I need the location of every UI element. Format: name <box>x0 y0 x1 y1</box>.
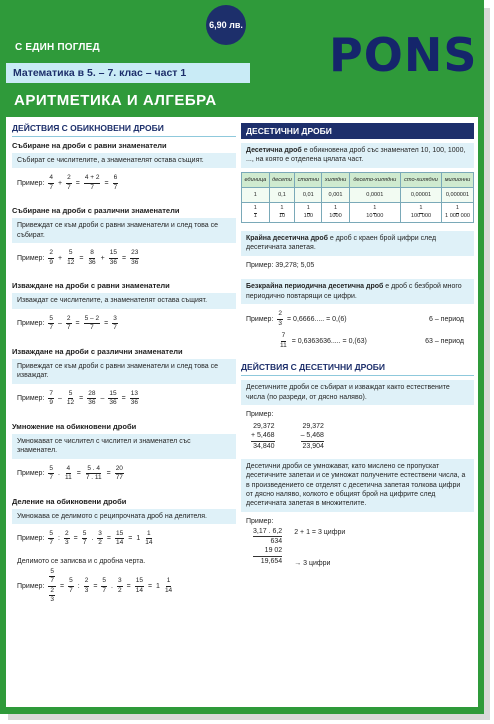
subtraction-column: 29,372 – 5,468 23,904 <box>300 423 324 450</box>
example-row: Пример: $\frac{7}{9}$ – $\frac{5}{12}$ = $\frac{28}{36}$ – $\frac{15}{36}$ = $\frac{13}{36}$ <box>17 389 138 407</box>
subsection-title: Деление на обикновени дроби <box>12 496 127 506</box>
table-row: $\frac{1}{1}$ $\frac{1}{10}$ $\frac{1}{100}$ $\frac{1}{1000}$ $\frac{1}{10 000}$ $\frac{1}{100 000}$ $\frac{1}{1 000 000}$ <box>242 202 474 222</box>
multiplication-column: 3,17 . 6,2 634 19 02 19,654 <box>253 528 283 565</box>
example-row: Пример: $\frac{4}{7}$ + $\frac{2}{7}$ = $\frac{4 + 2}{7}$ = $\frac{6}{7}$ <box>17 174 118 191</box>
subsection-title: Изваждане на дроби с различни знаменатели <box>12 346 183 356</box>
finite-decimal-definition: Крайна десетична дроб е дроб с краен брой цифри след десетичната запетая. <box>241 231 474 256</box>
right-column <box>241 123 474 570</box>
section-heading-decimal-ops: ДЕЙСТВИЯ С ДЕСЕТИЧНИ ДРОБИ <box>241 362 474 376</box>
section-heading-decimals: ДЕСЕТИЧНИ ДРОБИ <box>241 123 474 139</box>
place-value-table <box>241 172 474 223</box>
fraction: $\frac{4}{7}$ <box>49 174 54 191</box>
periodic-example-1: Пример: $\frac{2}{3}$ = 0,6666..... = 0,(6) 6 – период <box>246 310 464 327</box>
pons-logo <box>329 30 477 80</box>
example-row: Пример: $\frac{5}{7}$ . $\frac{4}{11}$ = $\frac{5 . 4}{7 . 11}$ = $\frac{20}{77}$ <box>17 464 123 481</box>
example-label: Пример: <box>17 179 45 187</box>
add-sub-example <box>241 422 474 450</box>
table-row: 1 0,1 0,01 0,001 0,0001 0,00001 0,000001 <box>242 187 474 202</box>
subtitle-bar: Математика в 5. – 7. клас – част 1 <box>6 63 250 83</box>
rule-box: Привеждат се към дроби с равни знаменатели и след това се изваждат. <box>12 359 236 384</box>
example-row: Пример: $\frac{2}{9}$ + $\frac{5}{12}$ = $\frac{8}{36}$ + $\frac{15}{36}$ = $\frac{23}{36}$ <box>17 249 139 266</box>
left-column <box>12 123 236 605</box>
page-shadow-right <box>484 8 490 716</box>
subsection-title: Събиране на дроби с равни знаменатели <box>12 141 167 150</box>
subsection-title: Умножение на обикновени дроби <box>12 421 137 431</box>
table-header-row: единица десети стотни хилядни десето-хилядни сто-хилядни милионни <box>242 172 474 187</box>
rule-box: Умножава се делимото с реципрочната дроб на делителя. <box>12 509 236 524</box>
fraction: $\frac{2}{7}$ <box>67 174 71 191</box>
page-title: АРИТМЕТИКА И АЛГЕБРА <box>14 92 217 109</box>
multiplication-notes: 2 + 1 = 3 цифри → 3 цифри <box>294 529 346 568</box>
addition-column: 29,372 + 5,468 34,840 <box>251 423 275 450</box>
multiplication-rule: Десетични дроби се умножават, като мислено се пропускат десетичните запетаи и се умножат получените естествени числа, а в произведението се отделят с десетична запетая толкова цифри от дясно наляво, колкото е общият брой на цифрите след десетичната запетая в множителите. <box>241 459 474 512</box>
rule-box: Привеждат се към дроби с равни знаменатели и след това се събират. <box>12 218 236 243</box>
price-badge: 6,90 лв. <box>206 5 246 45</box>
rule-box: Умножават се числител с числител и знаменател със знаменател. <box>12 434 236 459</box>
example-row: Пример: $\frac{5}{7}$ – $\frac{2}{7}$ = $\frac{5 - 2}{7}$ = $\frac{3}{7}$ <box>17 314 117 332</box>
subsection-title: Изваждане на дроби с равни знаменатели <box>12 281 170 291</box>
example-label: Пример: <box>246 410 274 418</box>
periodic-example-2: $\frac{7}{11}$ = 0,6363636..... = 0,(63) 63 – период <box>280 332 464 349</box>
example-row: Пример: $\frac{5}{7}$ : $\frac{2}{3}$ = $\frac{5}{7}$ . $\frac{3}{2}$ = $\frac{15}{14}$ = 1 $\frac{1}{14}$ <box>17 529 153 547</box>
finite-example: Пример: 39,278; 5,05 <box>246 261 315 269</box>
fraction: $\frac{4 + 2}{7}$ <box>84 174 100 191</box>
double-fraction-note: Делимото се записва и с дробна черта. <box>17 557 146 565</box>
rule-box: Изваждат се числителите, а знаменателят остава същият. <box>12 293 236 308</box>
example-row-double-fraction: Пример: $\frac{\frac{5}{7}}{\frac{2}{3}}$ = $\frac{5}{7}$ : $\frac{2}{3}$ = $\frac{5}{7}$ . $\frac{3}{2}$ = $\frac{15}{14}$ = 1 $\frac{1}{14}$ <box>17 567 173 604</box>
double-fraction: $\frac{\frac{5}{7}}{\frac{2}{3}}$ <box>50 567 55 604</box>
series-label: С ЕДИН ПОГЛЕД <box>15 42 100 53</box>
subsection-title: Събиране на дроби с различни знаменатели <box>12 206 180 216</box>
multiplication-example <box>241 527 474 569</box>
periodic-decimal-definition: Безкрайна периодична десетична дроб е дроб с безброй много периодично повтарящи се цифри. <box>241 279 474 304</box>
rule-box: Събират се числителите, а знаменателят остава същият. <box>12 153 236 168</box>
decimal-definition: Десетична дроб е обикновена дроб със знаменател 10, 100, 1000, ..., на която е отделена цялата част. <box>241 143 474 168</box>
example-label: Пример: <box>246 517 274 525</box>
page-shadow-bottom <box>8 714 490 720</box>
logo-text: PONS <box>329 28 478 82</box>
fraction: $\frac{6}{7}$ <box>113 174 118 191</box>
section-heading-fractions: ДЕЙСТВИЯ С ОБИКНОВЕНИ ДРОБИ <box>12 123 236 137</box>
add-sub-rule: Десетичните дроби се събират и изваждат както естествените числа (по разреди, от дясно наляво). <box>241 380 474 405</box>
content-panel <box>6 117 478 707</box>
